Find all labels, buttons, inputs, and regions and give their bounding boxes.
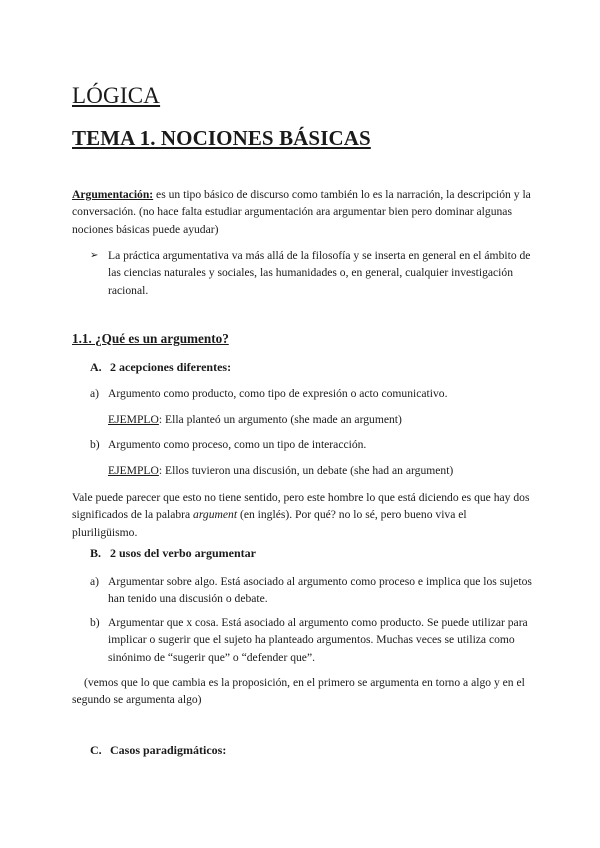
section-heading-1-1: 1.1. ¿Qué es un argumento?	[72, 331, 229, 346]
list-item-label: a)	[90, 387, 100, 400]
subheading-c-label: C.	[90, 743, 102, 757]
list-item-label: b)	[90, 616, 100, 629]
list-item-label: b)	[90, 438, 100, 451]
example-line-a	[108, 411, 402, 428]
document-title: LÓGICA	[72, 83, 161, 108]
example-text: : Ella planteó un argumento (she made an argument)	[158, 413, 402, 426]
aside-paragraph	[72, 489, 534, 541]
aside-emphasis: argument	[193, 508, 238, 522]
example-tag: EJEMPLO	[108, 413, 159, 426]
aside-text-after: (en inglés). Por qué? no lo sé, pero bueno viva el pluriligüismo.	[72, 508, 467, 539]
list-item-a-a	[90, 385, 536, 402]
list-item-text: Argumento como producto, como tipo de expresión o acto comunicativo.	[108, 387, 448, 400]
arrow-bullet-icon: ➢	[90, 250, 99, 261]
intro-bullet	[90, 247, 536, 299]
example-text: : Ellos tuvieron una discusión, un debate (she had an argument)	[158, 464, 454, 477]
intro-paragraph	[72, 186, 534, 238]
list-item-text: Argumentar sobre algo. Está asociado al argumento como proceso e implica que los sujetos han tenido una discusión o debate.	[108, 575, 532, 606]
example-tag: EJEMPLO	[108, 464, 159, 477]
subheading-b	[90, 546, 256, 561]
subheading-c	[90, 743, 226, 758]
subheading-b-label: B.	[90, 546, 102, 560]
list-item-text: Argumentar que x cosa. Está asociado al argumento como producto. Se puede utilizar para implicar o sugerir que el sujeto ha planteado argumentos. Muchas veces se utiliza como sinónimo de “sugerir que” o “defender que”.	[108, 616, 528, 664]
list-item-label: a)	[90, 575, 100, 588]
example-line-b	[108, 462, 453, 479]
intro-term: Argumentación:	[72, 188, 154, 201]
aside-text-before: Vale puede parecer que esto no tiene sentido, pero este hombre lo que está diciendo es que hay dos significados de la palabra	[72, 491, 530, 522]
note-paragraph: (vemos que lo que cambia es la proposición, en el primero se argumenta en torno a algo y en el segundo se argumenta algo)	[72, 676, 525, 707]
list-item-b-a	[90, 573, 536, 608]
subheading-a-label: A.	[90, 360, 102, 374]
intro-text: es un tipo básico de discurso como también lo es la narración, la descripción y la conversación. (no hace falta estudiar argumentación ara argumentar bien pero dominar algunas nociones básicas puede ayudar)	[72, 188, 531, 236]
list-item-b-b	[90, 614, 536, 666]
intro-bullet-text: La práctica argumentativa va más allá de la filosofía y se inserta en general en el ámbito de las ciencias naturales y sociales, las humanidades o, en general, cualquier investigación racional.	[108, 249, 531, 297]
subheading-a-text: 2 acepciones diferentes:	[110, 360, 232, 374]
list-item-text: Argumento como proceso, como un tipo de interacción.	[108, 438, 367, 451]
subheading-c-text: Casos paradigmáticos:	[110, 743, 227, 757]
document-subtitle: TEMA 1. NOCIONES BÁSICAS	[72, 126, 371, 150]
subheading-b-text: 2 usos del verbo argumentar	[110, 546, 256, 560]
subheading-a	[90, 360, 231, 375]
list-item-a-b	[90, 436, 536, 453]
